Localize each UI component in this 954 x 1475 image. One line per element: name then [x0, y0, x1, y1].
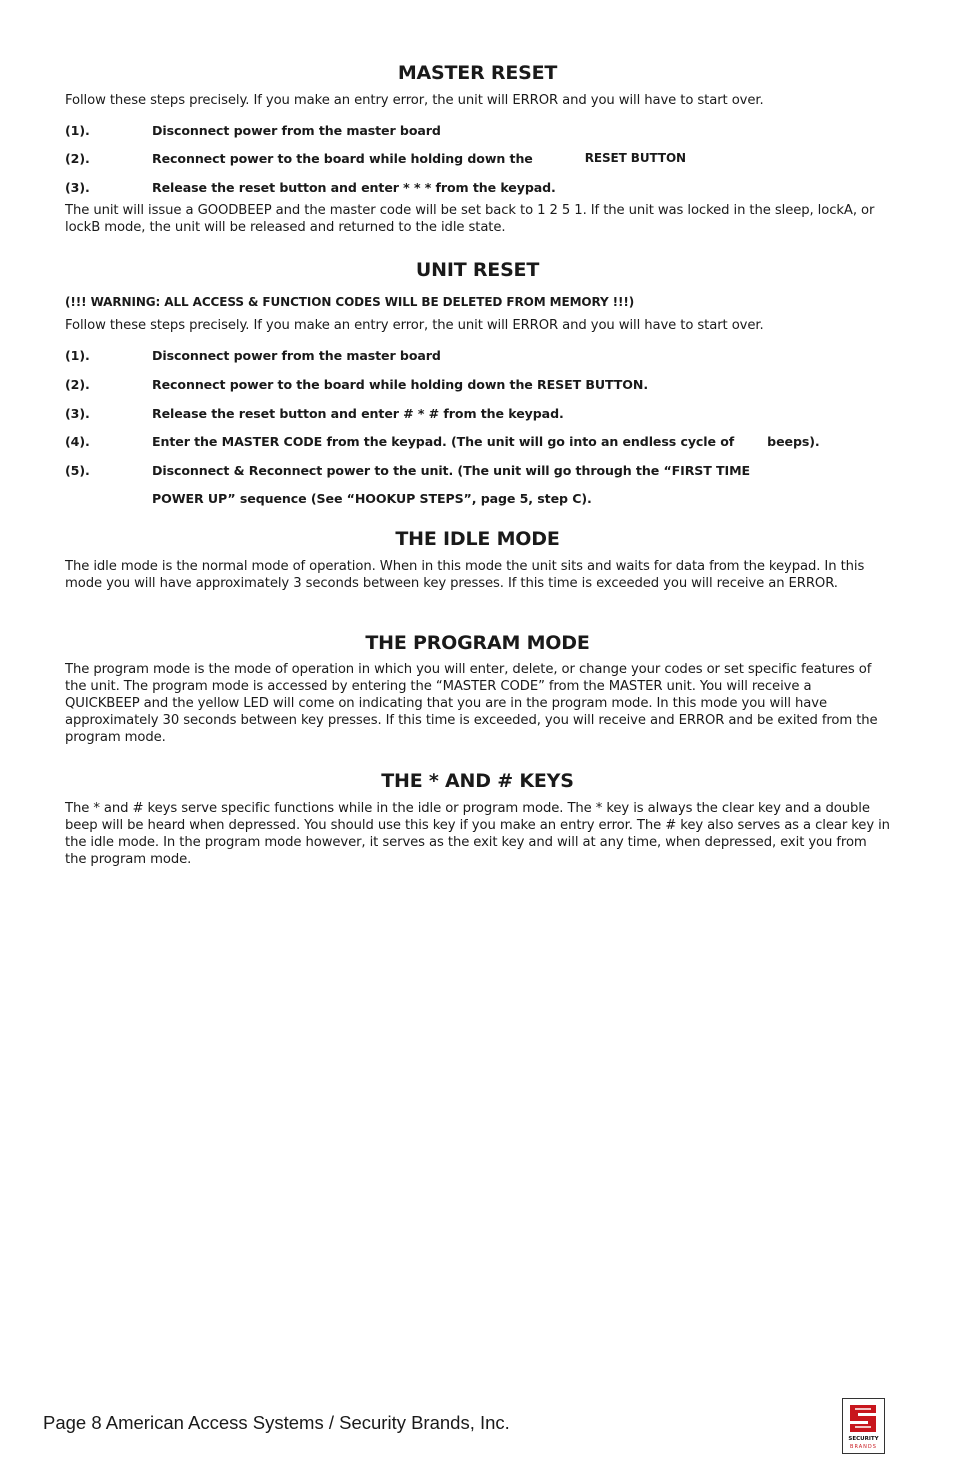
unit-step-5-continued: [65, 490, 592, 507]
step-text: Enter the MASTER CODE from the keypad. (The unit will go into an endless cycle of: [152, 434, 735, 449]
step-text: Release the reset button and enter # * # from the keypad.: [152, 406, 564, 421]
unit-step-1: [65, 347, 441, 364]
master-step-3: [65, 179, 556, 196]
step-text: Reconnect power to the board while holding down the: [152, 151, 533, 166]
step-text: Disconnect & Reconnect power to the unit. (The unit will go through the “FIRST TIME: [152, 463, 751, 478]
step-text: POWER UP” sequence (See “HOOKUP STEPS”, page 5, step C).: [152, 491, 592, 506]
step-text-beeps: beeps).: [767, 434, 820, 449]
unit-step-3: [65, 405, 564, 422]
master-step-2: [65, 150, 686, 167]
step-number: (1).: [65, 123, 90, 138]
step-text: Disconnect power from the master board: [152, 123, 441, 138]
idle-mode-text: The idle mode is the normal mode of operation. When in this mode the unit sits and waits for data from the keypad. In this mode you will have approximately 3 seconds between key presses. If this time is exceeded you will receive an ERROR.: [65, 559, 865, 591]
idle-mode-heading: THE IDLE MODE: [395, 528, 560, 550]
master-reset-outro: The unit will issue a GOODBEEP and the master code will be set back to 1 2 5 1. If the unit was locked in the sleep, lockA, or lockB mode, the unit will be released and returned to the idle state.: [65, 203, 875, 235]
keys-heading: THE * AND # KEYS: [381, 770, 574, 792]
master-reset-intro: Follow these steps precisely. If you make an entry error, the unit will ERROR and you will have to start over.: [65, 93, 764, 108]
master-step-1: [65, 122, 441, 139]
program-mode-heading: THE PROGRAM MODE: [365, 632, 590, 654]
step-text: Disconnect power from the master board: [152, 348, 441, 363]
unit-reset-warning: (!!! WARNING: ALL ACCESS & FUNCTION CODES WILL BE DELETED FROM MEMORY !!!): [65, 295, 635, 309]
step-number: (4).: [65, 434, 90, 449]
step-number: (2).: [65, 151, 90, 166]
step-text: Release the reset button and enter * * * from the keypad.: [152, 180, 556, 195]
step-number: [65, 490, 152, 507]
step-number: (2).: [65, 377, 90, 392]
step-number: (3).: [65, 180, 90, 195]
security-brands-logo: [842, 1398, 885, 1454]
step-text-reset-button: RESET BUTTON: [584, 151, 686, 165]
unit-step-4: [65, 433, 820, 450]
step-text: Reconnect power to the board while holding down the RESET BUTTON.: [152, 377, 649, 392]
step-number: (3).: [65, 406, 90, 421]
unit-reset-intro: Follow these steps precisely. If you make an entry error, the unit will ERROR and you will have to start over.: [65, 318, 764, 333]
security-brands-mark-icon: [846, 1402, 881, 1435]
page-footer: Page 8 American Access Systems / Security Brands, Inc.: [43, 1412, 510, 1433]
keys-text: The * and # keys serve specific functions while in the idle or program mode. The * key is always the clear key and a double beep will be heard when depressed. You should use this key if you make an entry error. The # key also serves as a clear key in the idle mode. In the program mode however, it serves as the exit key and will at any time, when depressed, exit you from the program mode.: [65, 801, 890, 867]
program-mode-text: The program mode is the mode of operation in which you will enter, delete, or change your codes or set specific features of the unit. The program mode is accessed by entering the “MASTER CODE” from the MASTER unit. You will receive a QUICKBEEP and the yellow LED will come on indicating that you are in the program mode. In this mode you will have approximately 30 seconds between key presses. If this time is exceeded, you will receive and ERROR and be exited from the program mode.: [65, 662, 878, 745]
master-reset-heading: MASTER RESET: [397, 62, 558, 84]
step-number: (1).: [65, 348, 90, 363]
logo-text-security: SECURITY: [848, 1436, 879, 1442]
step-number: (5).: [65, 463, 90, 478]
unit-step-5: [65, 462, 750, 479]
logo-text-brands: BRANDS: [850, 1444, 877, 1450]
unit-step-2: [65, 376, 648, 393]
unit-reset-heading: UNIT RESET: [415, 259, 540, 281]
